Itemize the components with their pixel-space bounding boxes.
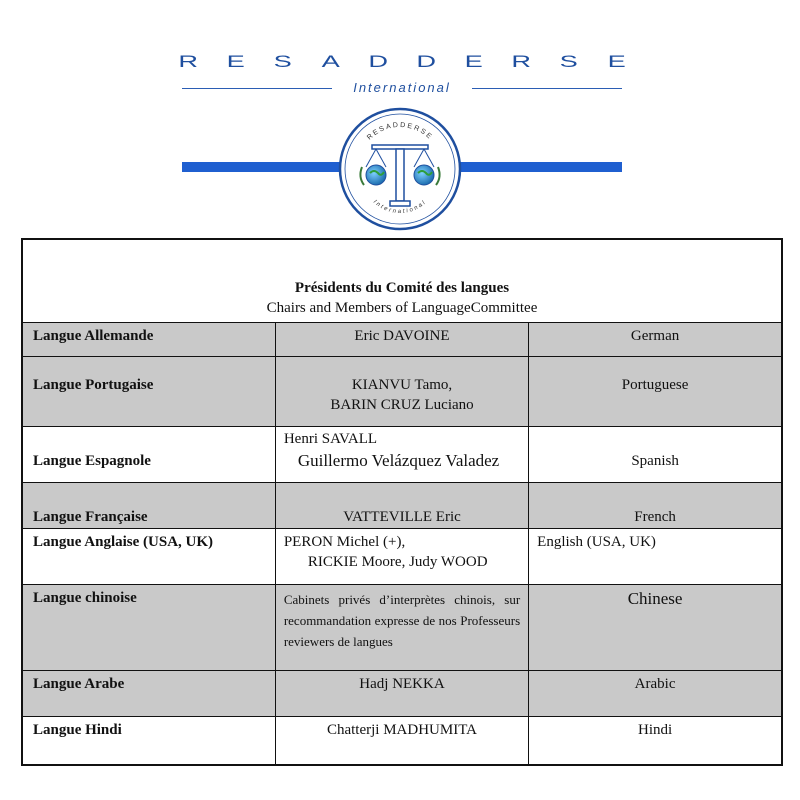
member-name: RICKIE Moore, Judy WOOD [307,554,488,570]
member-name: Guillermo Velázquez Valadez [297,451,500,470]
language-en-cell: Portuguese [529,357,782,427]
language-fr-cell: Langue Arabe [22,671,275,717]
language-en-cell: Chinese [529,585,782,671]
brand-subtitle-row [182,80,622,96]
member-name: KIANVU Tamo, [351,377,453,393]
subtitle-rule-right [472,88,622,89]
table-title-en: Chairs and Members of LanguageCommittee [266,300,538,316]
table-row [22,529,782,585]
members-cell: Eric DAVOINE [275,323,528,357]
brand-letter: S [559,52,579,71]
language-fr-cell: Langue Hindi [22,717,275,765]
table-row [22,357,782,427]
language-en-cell: German [529,323,782,357]
brand-subtitle: International [353,80,451,95]
members-cell [275,357,528,427]
language-fr-cell: Langue Allemande [22,323,275,357]
members-cell: Hadj NEKKA [275,671,528,717]
language-en-cell: Arabic [529,671,782,717]
table-row [22,323,782,357]
language-fr-cell: Langue Française [22,483,275,529]
member-name: PERON Michel (+), [283,534,406,550]
member-name: Henri SAVALL [283,431,378,447]
language-en-cell: Hindi [529,717,782,765]
brand-letter: E [607,52,626,71]
language-fr-cell: Langue Portugaise [22,357,275,427]
language-committee-table [21,238,783,766]
table-row [22,427,782,483]
table-title-cell [22,239,782,323]
language-en-cell: French [529,483,782,529]
table-row [22,483,782,529]
logo-bottom-text: International [371,199,429,216]
brand-letter: D [416,52,436,71]
language-fr-cell: Langue Anglaise (USA, UK) [22,529,275,585]
brand-wordmark [178,52,626,72]
table-title-row [22,239,782,323]
language-fr-cell: Langue Espagnole [22,427,275,483]
letterhead [0,0,800,235]
brand-letter: S [273,52,293,71]
table-row [22,671,782,717]
brand-letter: A [321,52,340,71]
language-en-cell: English (USA, UK) [529,529,782,585]
members-cell: Cabinets privés d’interprètes chinois, sur recommandation expresse de nos Professeurs reviewers de langues [275,585,528,671]
brand-letter: R [511,52,532,71]
brand-letter: E [226,52,245,71]
members-cell: Chatterji MADHUMITA [275,717,528,765]
brand-letter: E [464,52,483,71]
brand-letter: R [178,52,198,71]
member-name: BARIN CRUZ Luciano [330,397,474,413]
logo-top-text: RESADDERSE [366,121,434,142]
members-cell: VATTEVILLE Eric [275,483,528,529]
language-fr-cell: Langue chinoise [22,585,275,671]
scales-of-justice-logo-icon [336,105,464,233]
brand-letter: D [368,52,388,71]
members-cell [275,529,528,585]
table-title-fr: Présidents du Comité des langues [294,280,510,296]
table-row [22,717,782,765]
table-row [22,585,782,671]
members-cell [275,427,528,483]
language-en-cell: Spanish [529,427,782,483]
